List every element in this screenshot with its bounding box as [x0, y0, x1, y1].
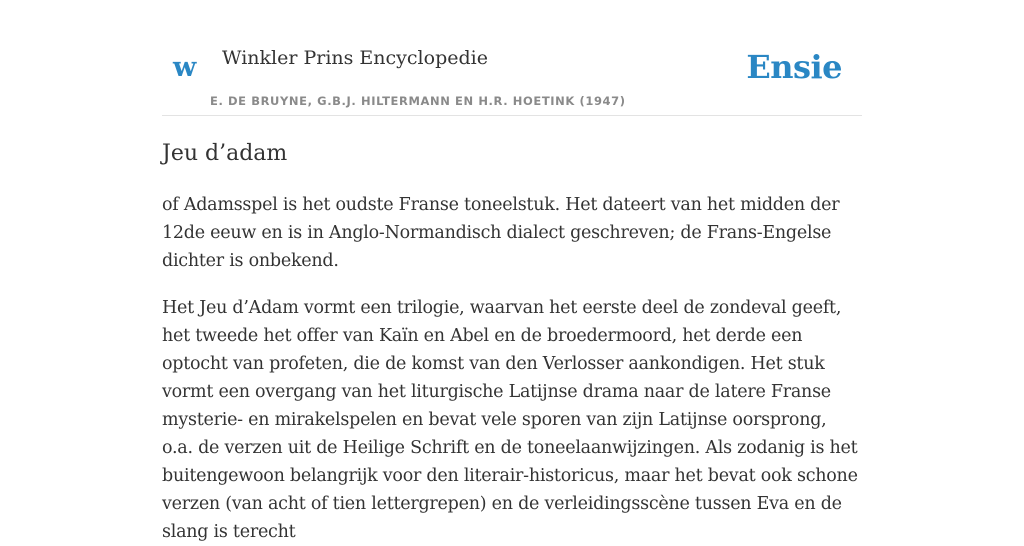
article-paragraph: Het Jeu d’Adam vormt een trilogie, waarvan het eerste deel de zondeval geeft, het tweede het offer van Kaïn en Abel en de broedermoord, het derde een optocht van profeten, die de komst van den Verlosser aankondigen. Het stuk vormt een overgang van het liturgische Latijnse drama naar de latere Franse mysterie- en mirakelspelen en bevat vele sporen van zijn Latijnse oorsprong, o.a. de verzen uit de Heilige Schrift en de toneelaanwijzingen. Als zodanig is het buitengewoon belangrijk voor den literair-historicus, maar het bevat ook schone verzen (van acht of tien lettergrepen) en de verleidingsscène tussen Eva en de slang is terecht [162, 297, 858, 542]
publication-title[interactable]: Winkler Prins Encyclopedie [222, 47, 488, 69]
article-page [162, 0, 862, 542]
article-paragraph: of Adamsspel is het oudste Franse toneelstuk. Het dateert van het midden der 12de eeuw en is in Anglo-Normandisch dialect geschreven; de Frans-Engelse dichter is onbekend. [162, 194, 840, 271]
publication-authors: E. DE BRUYNE, G.B.J. HILTERMANN EN H.R. HOETINK (1947) [210, 94, 626, 108]
site-header [162, 0, 862, 116]
ensie-logo[interactable]: Ensie [746, 48, 842, 86]
article-title: Jeu d’adam [162, 141, 288, 166]
winkler-prins-logo[interactable]: w [173, 52, 197, 83]
